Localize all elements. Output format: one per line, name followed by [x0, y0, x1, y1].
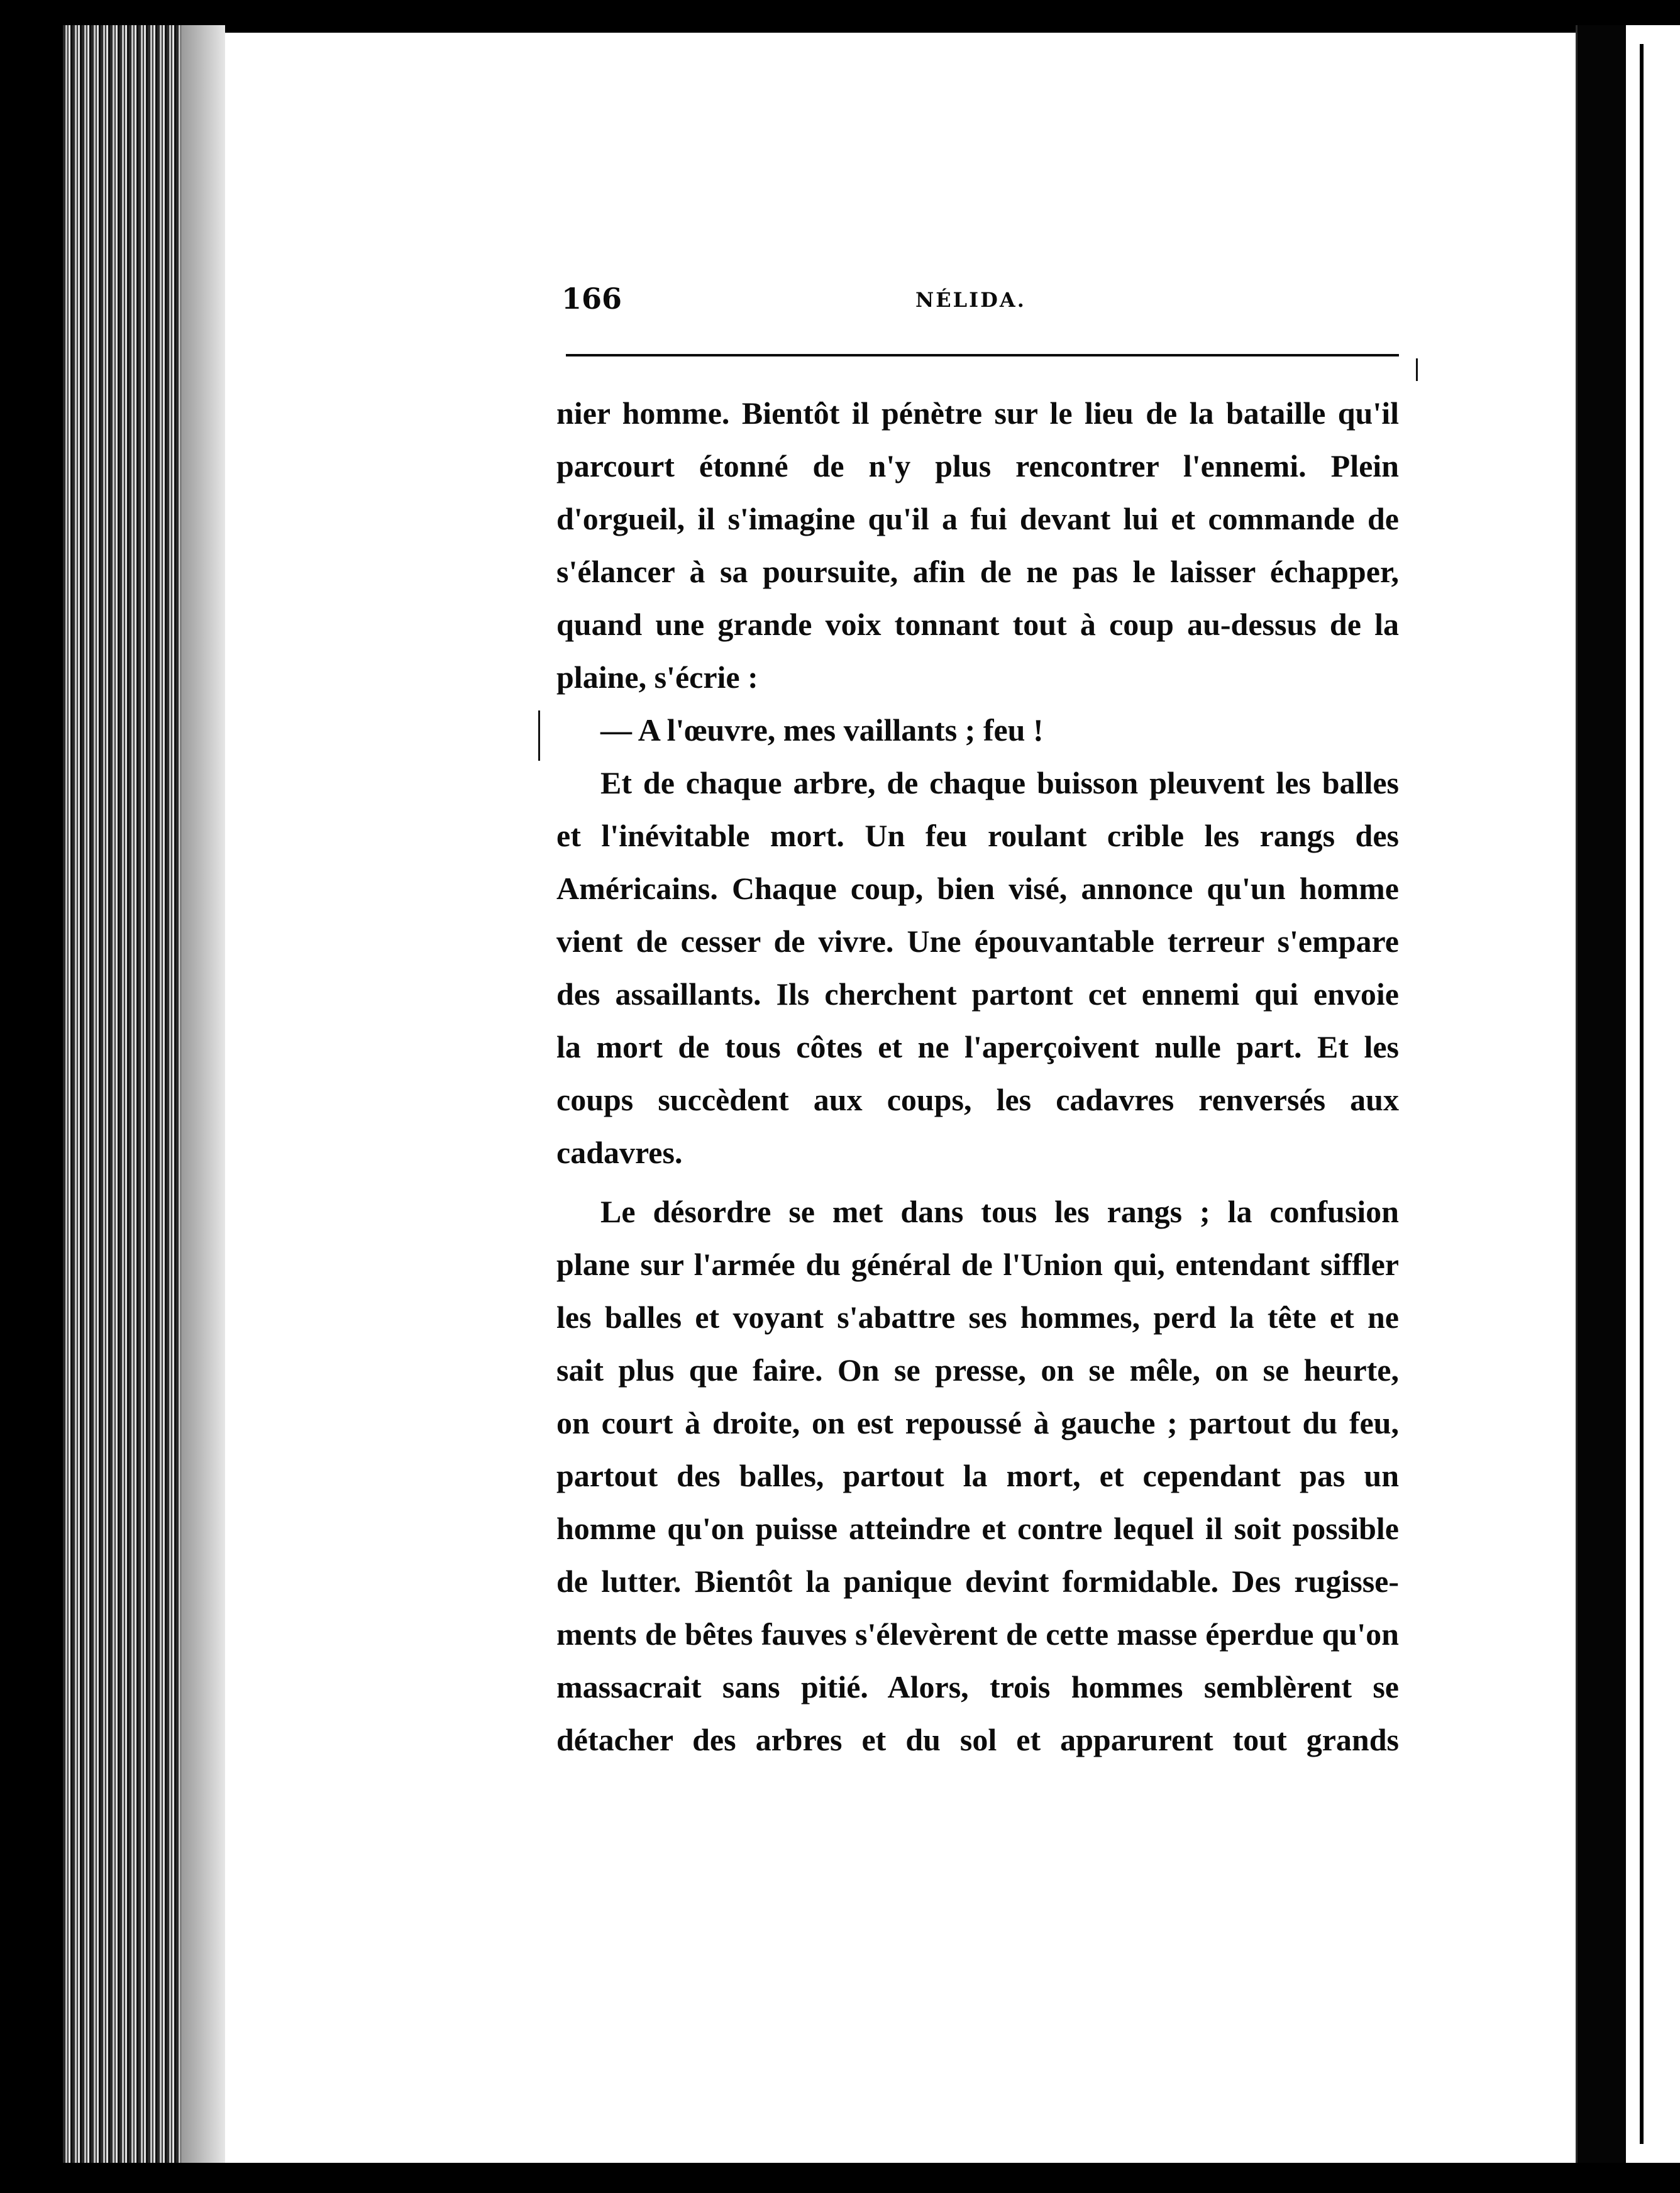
facing-page-edge: [1626, 25, 1680, 2163]
paragraph: [556, 756, 1399, 1179]
body-text: [556, 387, 1399, 1766]
text-line: les balles et voyant s'abattre ses hommes, perd la tête et ne: [556, 1300, 1399, 1335]
text-line: coups succèdent aux coups, les cadavres renversés aux: [556, 1082, 1399, 1117]
text-line: cadavres.: [556, 1135, 683, 1170]
text-line: et l'inévitable mort. Un feu roulant crible les rangs des: [556, 818, 1399, 853]
text-line: d'orgueil, il s'imagine qu'il a fui devant lui et commande de: [556, 501, 1399, 536]
text-line: sait plus que faire. On se presse, on se mêle, on se heurte,: [556, 1352, 1399, 1388]
text-line: massacrait sans pitié. Alors, trois hommes semblèrent se: [556, 1669, 1399, 1704]
running-title: NÉLIDA.: [915, 288, 1026, 312]
gutter-shadow: [1576, 25, 1628, 2163]
text-line: détacher des arbres et du sol et apparurent tout grands: [556, 1722, 1399, 1757]
text-line: ments de bêtes fauves s'élevèrent de cette masse éperdue qu'on: [556, 1616, 1399, 1652]
text-line: Américains. Chaque coup, bien visé, annonce qu'un homme: [556, 871, 1399, 906]
text-line: plaine, s'écrie :: [556, 660, 758, 695]
paragraph-gap: [556, 1179, 1399, 1185]
running-header: [561, 282, 1404, 319]
header-rule: [566, 354, 1399, 356]
paragraph: [556, 387, 1399, 704]
text-line: plane sur l'armée du général de l'Union qui, entendant siffler: [556, 1247, 1399, 1282]
book-page-edges: [63, 25, 225, 2163]
text-line: on court à droite, on est repoussé à gauche ; partout du feu,: [556, 1405, 1399, 1440]
text-line: Et de chaque arbre, de chaque buisson pleuvent les balles: [600, 765, 1399, 800]
text-line: quand une grande voix tonnant tout à coup au-dessus de la: [556, 607, 1399, 642]
text-line: nier homme. Bientôt il pénètre sur le lieu de la bataille qu'il: [556, 395, 1399, 431]
text-line: — A l'œuvre, mes vaillants ; feu !: [600, 712, 1044, 748]
text-line: s'élancer à sa poursuite, afin de ne pas le laisser échapper,: [556, 554, 1399, 589]
text-line: parcourt étonné de n'y plus rencontrer l'ennemi. Plein: [556, 448, 1399, 483]
text-line: partout des balles, partout la mort, et cependant pas un: [556, 1458, 1399, 1493]
page-number: 166: [561, 282, 622, 316]
text-line: homme qu'on puisse atteindre et contre lequel il soit possible: [556, 1511, 1399, 1546]
text-line: vient de cesser de vivre. Une épouvantable terreur s'empare: [556, 924, 1399, 959]
margin-mark: [1416, 358, 1418, 381]
margin-mark: [538, 710, 540, 761]
text-line: la mort de tous côtes et ne l'aperçoivent nulle part. Et les: [556, 1029, 1399, 1064]
text-line: de lutter. Bientôt la panique devint formidable. Des rugisse-: [556, 1564, 1399, 1599]
text-line: des assaillants. Ils cherchent partont cet ennemi qui envoie: [556, 976, 1399, 1012]
paragraph: [556, 1185, 1399, 1766]
paragraph: [556, 704, 1399, 756]
text-line: Le désordre se met dans tous les rangs ; la confusion: [600, 1194, 1399, 1229]
